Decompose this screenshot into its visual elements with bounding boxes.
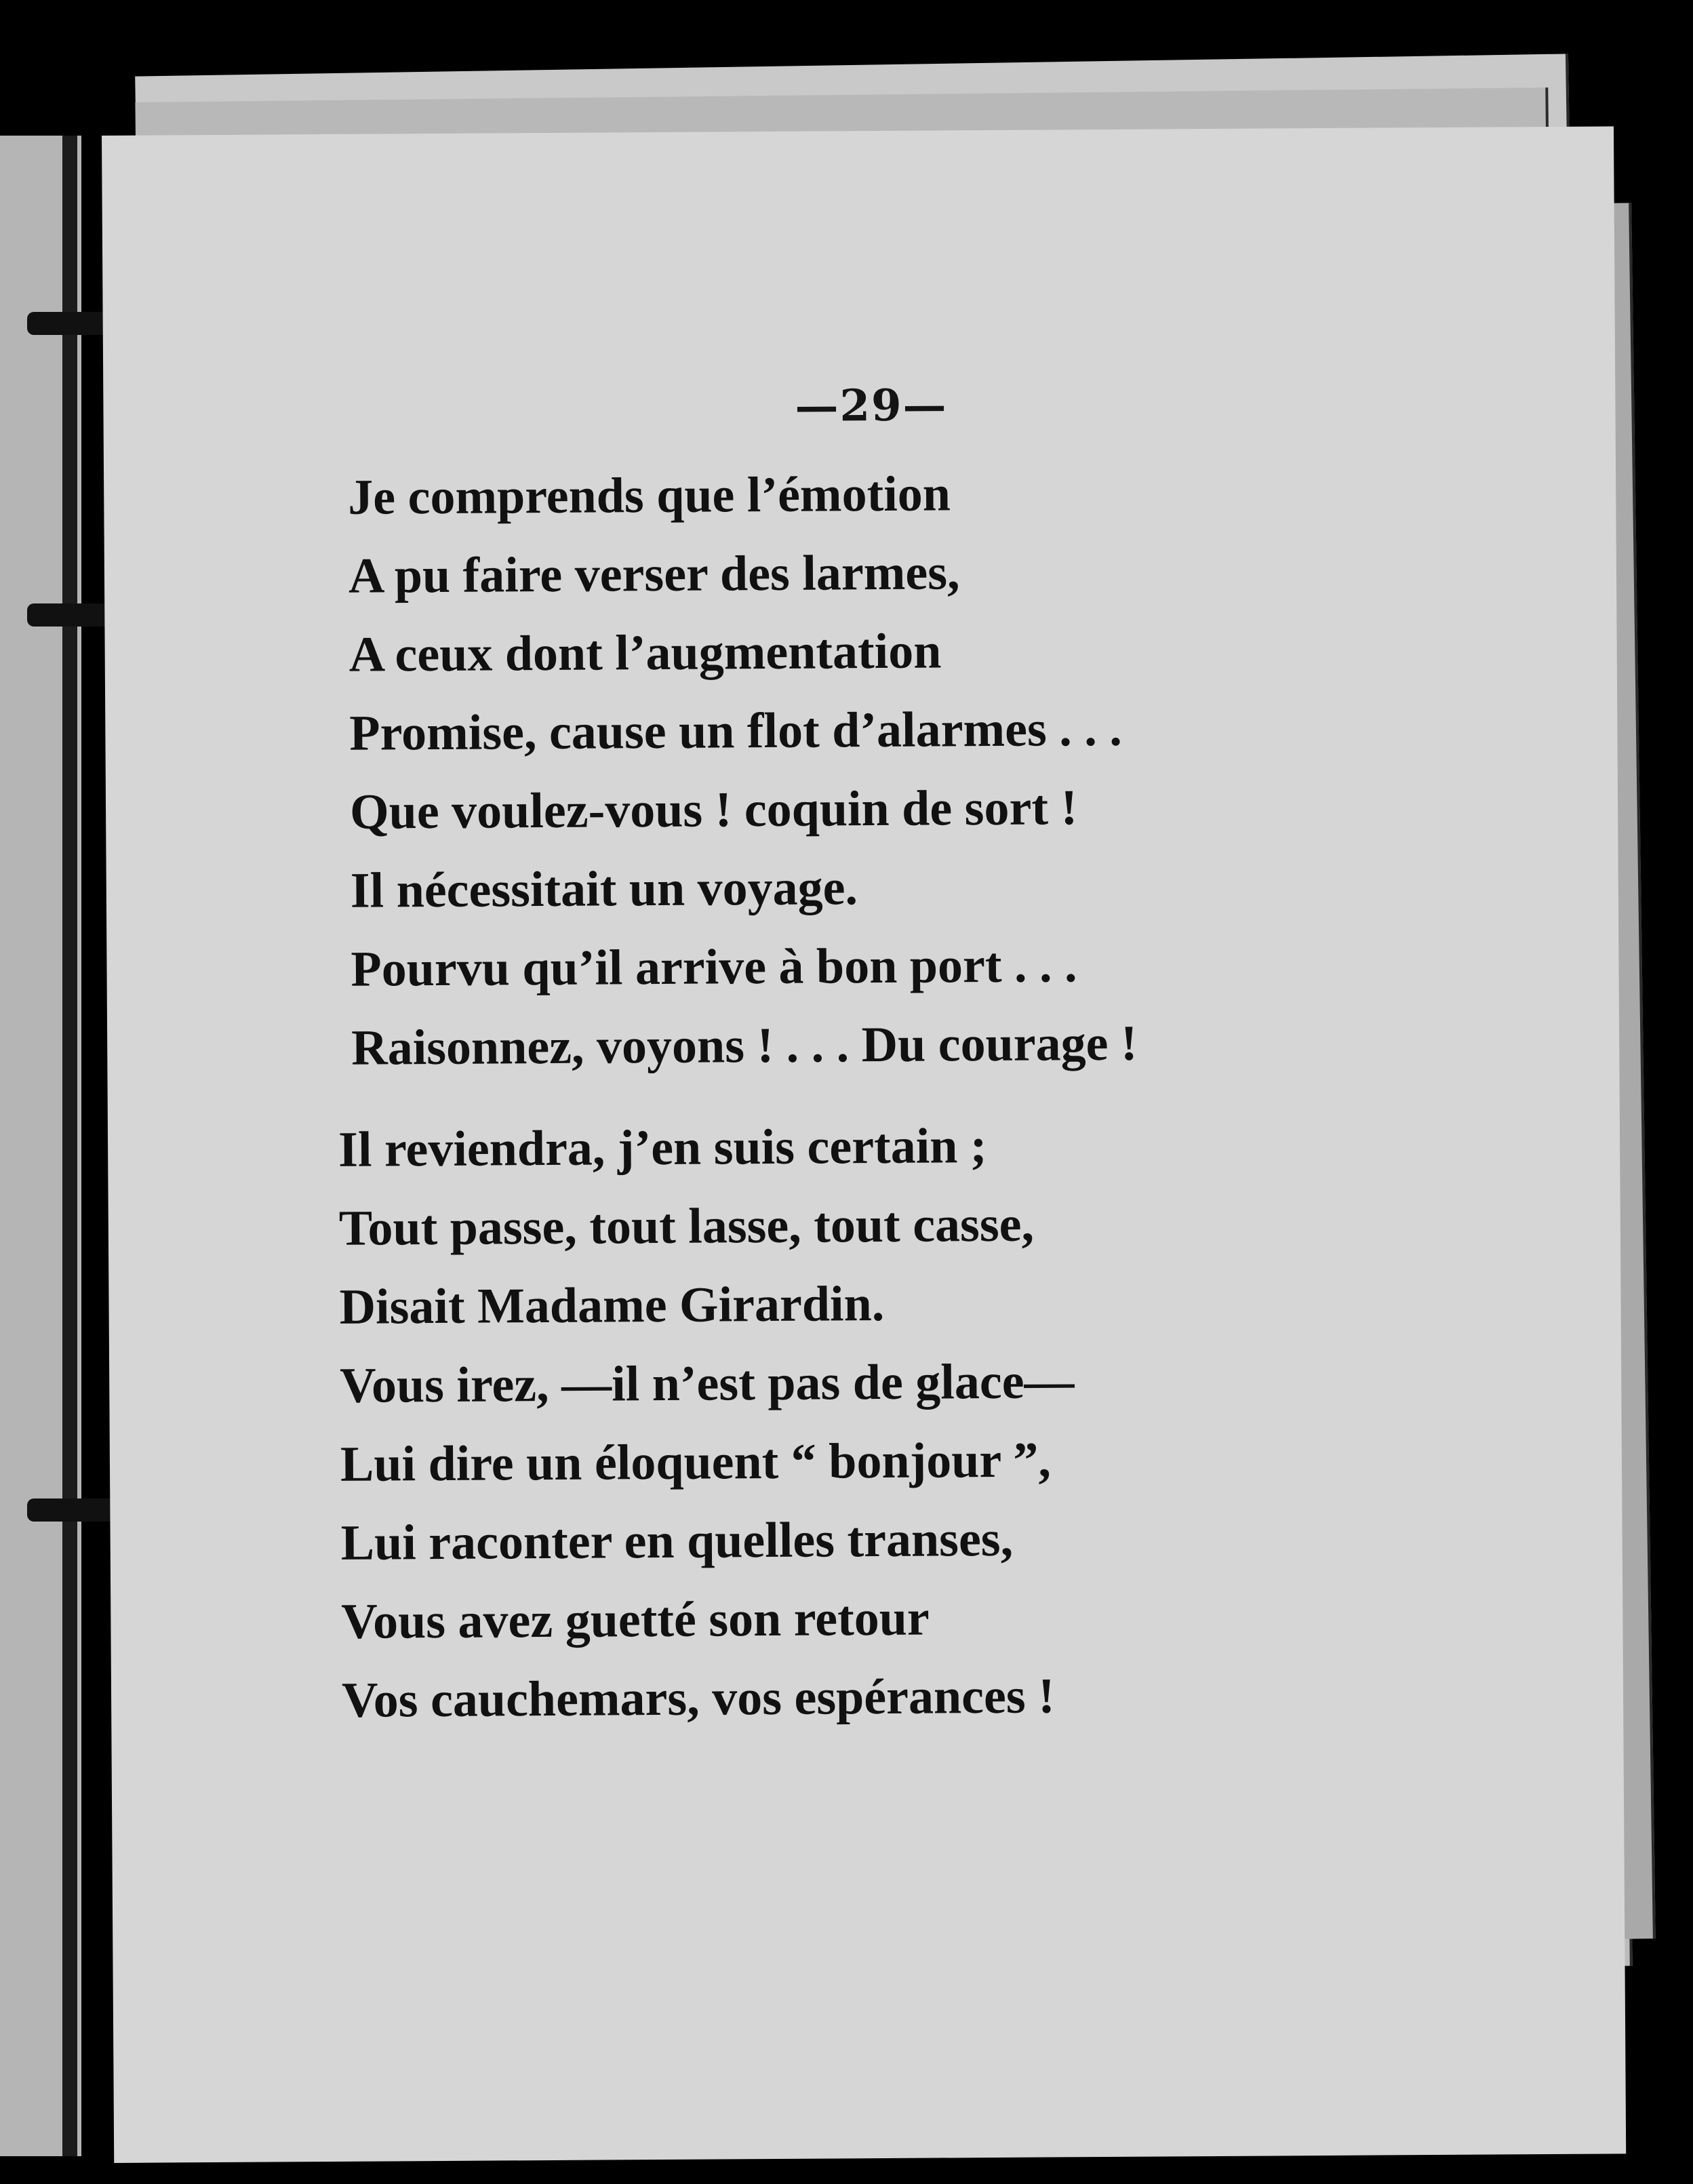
stanza	[348, 454, 1138, 1088]
verse-line: A pu faire verser des larmes,	[348, 544, 960, 604]
verse-line: Promise, cause un flot d’alarmes . . .	[349, 700, 1122, 761]
verse-line: Lui raconter en quelles transes,	[340, 1511, 1014, 1571]
verse-line: Disait Madame Girardin.	[339, 1275, 885, 1335]
book-page	[102, 126, 1626, 2163]
verse-line: Il nécessitait un voyage.	[350, 860, 858, 919]
verse-line: Vos cauchemars, vos espérances !	[341, 1668, 1055, 1728]
verse-line: A ceux dont l’augmentation	[348, 623, 942, 683]
verse-line: Il reviendra, j’en suis certain ;	[338, 1118, 987, 1178]
verse-line: Tout passe, tout lasse, tout casse,	[338, 1196, 1035, 1256]
verse-line: Que voulez-vous ! coquin de sort !	[349, 780, 1078, 840]
binding-spine	[62, 136, 77, 2156]
page-number: —29—	[795, 380, 948, 432]
verse-line: Pourvu qu’il arrive à bon port . . .	[351, 937, 1077, 997]
stanza	[338, 1106, 1077, 1740]
verse-line: Je comprends que l’émotion	[348, 466, 951, 525]
verse-line: Lui dire un éloquent “ bonjour ”,	[340, 1432, 1052, 1492]
verse-line: Vous avez guetté son retour	[341, 1590, 930, 1650]
verse-line: Vous irez, —il n’est pas de glace—	[340, 1353, 1075, 1414]
staple	[27, 1498, 115, 1522]
staple	[27, 312, 115, 335]
verse-line: Raisonnez, voyons ! . . . Du courage !	[351, 1015, 1138, 1076]
staple	[27, 603, 115, 627]
